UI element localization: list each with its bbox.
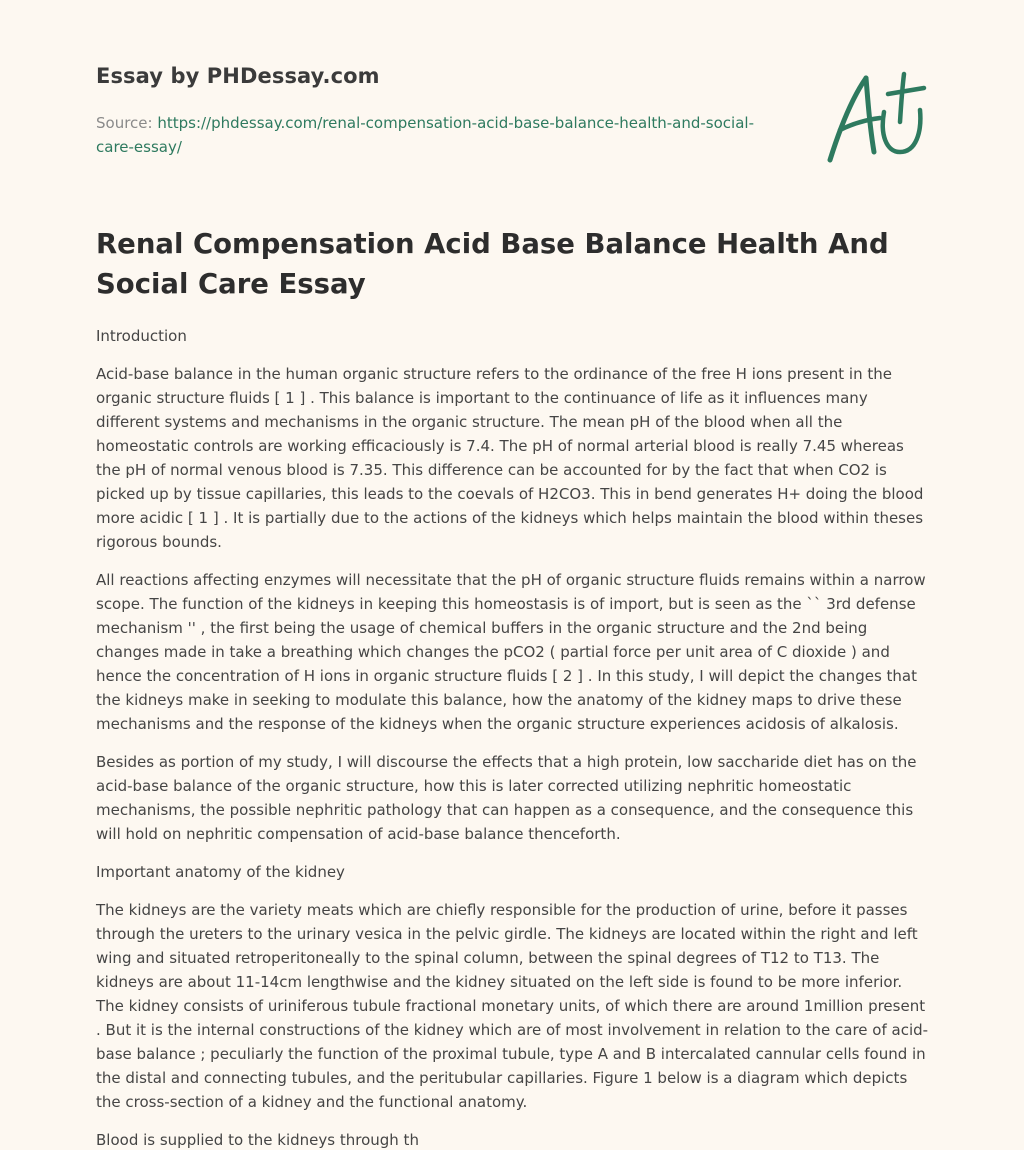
section-heading-introduction: Introduction — [96, 327, 187, 345]
section-heading-anatomy: Important anatomy of the kidney — [96, 863, 345, 881]
body-paragraph: All reactions affecting enzymes will necessitate that the pH of organic structure fluids remains within a narrow scope. The function of the kidneys in keeping this homeostasis is of import, but is seen as the `` 3rd defense mechanism '' , the first being the usage of chemical buffers in the organic structure and the 2nd being changes made in take a breathing which changes the pCO2 ( partial force per unit area of C dioxide ) and hence the concentration of H ions in organic structure fluids [ 2 ] . In this study, I will depict the changes that the kidneys make in seeking to modulate this balance, how the anatomy of the kidney maps to drive these mechanisms and the response of the kidneys when the organic structure experiences acidosis of alkalosis. — [96, 571, 926, 733]
essay-title: Renal Compensation Acid Base Balance Health And Social Care Essay — [96, 228, 889, 300]
source-label: Source: — [96, 114, 158, 132]
body-paragraph-truncated: Blood is supplied to the kidneys through th — [96, 1131, 419, 1149]
site-name: Essay by PHDessay.com — [96, 64, 380, 88]
essay-body — [96, 324, 932, 1150]
body-paragraph: The kidneys are the variety meats which are chiefly responsible for the production of urine, before it passes through the ureters to the urinary vesica in the pelvic girdle. The kidneys are located within the right and left wing and situated retroperitoneally to the spinal column, between the spinal degrees of T12 to T13. The kidneys are about 11-14cm lengthwise and the kidney situated on the left side is found to be more inferior. The kidney consists of uriniferous tubule fractional monetary units, of which there are around 1million present . But it is the internal constructions of the kidney which are of most involvement in relation to the care of acid-base balance ; peculiarly the function of the proximal tubule, type A and B intercalated cannular cells found in the distal and connecting tubules, and the peritubular capillaries. Figure 1 below is a diagram which depicts the cross-section of a kidney and the functional anatomy. — [96, 901, 929, 1111]
body-paragraph: Besides as portion of my study, I will discourse the effects that a high protein, low saccharide diet has on the acid-base balance of the organic structure, how this is later corrected utilizing nephritic homeostatic mechanisms, the possible nephritic pathology that can happen as a consequence, and the consequence this will hold on nephritic compensation of acid-base balance thenceforth. — [96, 753, 917, 843]
source-line — [96, 111, 786, 159]
a-plus-logo-icon — [822, 68, 932, 168]
source-link[interactable]: https://phdessay.com/renal-compensation-acid-base-balance-health-and-social-care-essay/ — [96, 114, 754, 156]
body-paragraph: Acid-base balance in the human organic structure refers to the ordinance of the free H ions present in the organic structure fluids [ 1 ] . This balance is important to the continuance of life as it influences many different systems and mechanisms in the organic structure. The mean pH of the blood when all the homeostatic controls are working efficaciously is 7.4. The pH of normal arterial blood is really 7.45 whereas the pH of normal venous blood is 7.35. This difference can be accounted for by the fact that when CO2 is picked up by tissue capillaries, this leads to the coevals of H2CO3. This in bend generates H+ doing the blood more acidic [ 1 ] . It is partially due to the actions of the kidneys which helps maintain the blood within theses rigorous bounds. — [96, 365, 924, 551]
